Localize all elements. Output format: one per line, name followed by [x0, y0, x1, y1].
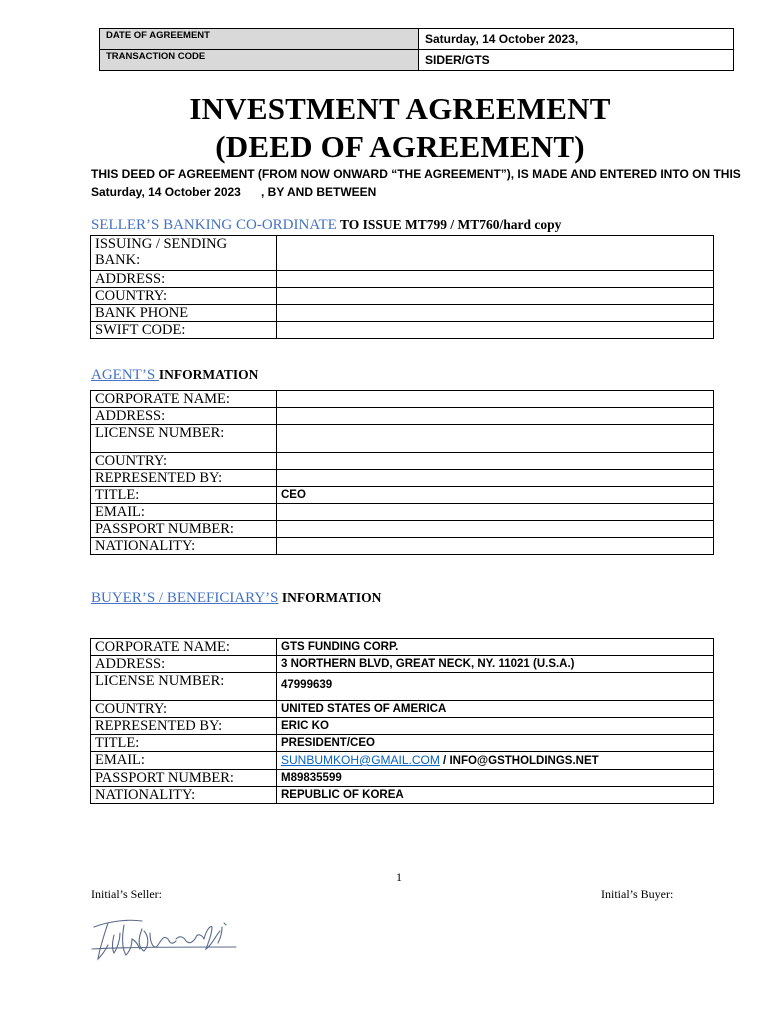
table-row — [91, 391, 714, 408]
field-label: REPRESENTED BY: — [91, 470, 277, 487]
field-value: CEO — [277, 487, 714, 504]
table-row — [91, 470, 714, 487]
field-value — [277, 288, 714, 305]
transaction-code-label: TRANSACTION CODE — [100, 50, 419, 71]
table-row — [91, 271, 714, 288]
seller-heading-suffix: TO ISSUE MT799 / MT760/hard copy — [336, 217, 562, 232]
field-value: GTS FUNDING CORP. — [277, 639, 714, 656]
field-label: TITLE: — [91, 487, 277, 504]
field-value — [277, 752, 714, 770]
seller-signature — [90, 905, 240, 967]
agent-heading-suffix: INFORMATION — [158, 367, 259, 382]
field-label: ADDRESS: — [91, 408, 277, 425]
intro-text-line1: THIS DEED OF AGREEMENT (FROM NOW ONWARD “THE AGREEMENT”), IS MADE AND ENTERED INTO ON THIS — [91, 167, 741, 181]
intro-date: Saturday, 14 October 2023 — [91, 185, 241, 199]
field-label: PASSPORT NUMBER: — [91, 521, 277, 538]
field-label: CORPORATE NAME: — [91, 391, 277, 408]
page-number: 1 — [396, 870, 402, 884]
buyer-information-table — [90, 638, 714, 804]
table-row — [91, 521, 714, 538]
field-label: NATIONALITY: — [91, 538, 277, 555]
document-title-line1: INVESTMENT AGREEMENT — [189, 91, 611, 126]
field-value: PRESIDENT/CEO — [277, 735, 714, 752]
field-value: ERIC KO — [277, 718, 714, 735]
table-row — [91, 656, 714, 673]
field-value: 47999639 — [277, 673, 714, 701]
field-label: COUNTRY: — [91, 288, 277, 305]
agreement-header-table — [99, 28, 734, 71]
date-of-agreement-value: Saturday, 14 October 2023, — [419, 29, 734, 50]
table-row — [91, 701, 714, 718]
table-row — [91, 322, 714, 339]
table-row — [91, 718, 714, 735]
field-label: EMAIL: — [91, 752, 277, 770]
buyer-heading-suffix: INFORMATION — [278, 590, 382, 605]
transaction-code-value: SIDER/GTS — [419, 50, 734, 71]
field-label: TITLE: — [91, 735, 277, 752]
table-row — [91, 425, 714, 453]
email-secondary: / INFO@GSTHOLDINGS.NET — [439, 755, 599, 767]
field-label: CORPORATE NAME: — [91, 639, 277, 656]
field-value — [277, 305, 714, 322]
buyer-section-heading — [91, 589, 381, 607]
field-label: LICENSE NUMBER: — [91, 425, 277, 453]
field-value: M89835599 — [277, 770, 714, 787]
date-row — [100, 29, 734, 50]
field-label: PASSPORT NUMBER: — [91, 770, 277, 787]
field-label: ADDRESS: — [91, 271, 277, 288]
field-value: 3 NORTHERN BLVD, GREAT NECK, NY. 11021 (U.S.A.) — [277, 656, 714, 673]
field-value — [277, 236, 714, 271]
agent-section-heading — [91, 366, 258, 384]
table-row — [91, 639, 714, 656]
table-row — [91, 453, 714, 470]
table-row — [91, 770, 714, 787]
table-row — [91, 787, 714, 804]
field-value — [277, 271, 714, 288]
field-value — [277, 521, 714, 538]
agent-information-table — [90, 390, 714, 555]
field-value: UNITED STATES OF AMERICA — [277, 701, 714, 718]
field-value: REPUBLIC OF KOREA — [277, 787, 714, 804]
table-row — [91, 673, 714, 701]
field-label: LICENSE NUMBER: — [91, 673, 277, 701]
field-label: COUNTRY: — [91, 453, 277, 470]
field-value — [277, 453, 714, 470]
transaction-code-row — [100, 50, 734, 71]
initials-buyer-label: Initial’s Buyer: — [601, 887, 674, 901]
table-row — [91, 735, 714, 752]
field-label: SWIFT CODE: — [91, 322, 277, 339]
field-label: BANK PHONE — [91, 305, 277, 322]
agent-heading-label: AGENT’S — [91, 367, 159, 383]
field-value — [277, 322, 714, 339]
table-row — [91, 288, 714, 305]
field-value — [277, 408, 714, 425]
field-label: REPRESENTED BY: — [91, 718, 277, 735]
seller-heading-label: SELLER’S BANKING CO-ORDINATE — [91, 217, 337, 233]
email-link[interactable]: SUNBUMKOH@GMAIL.COM — [281, 753, 440, 767]
table-row — [91, 752, 714, 770]
intro-tail: , BY AND BETWEEN — [261, 185, 377, 199]
table-row — [91, 236, 714, 271]
field-label: ADDRESS: — [91, 656, 277, 673]
field-value — [277, 538, 714, 555]
table-row — [91, 408, 714, 425]
table-row — [91, 487, 714, 504]
date-of-agreement-label: DATE OF AGREEMENT — [100, 29, 419, 50]
field-label: COUNTRY: — [91, 701, 277, 718]
field-value — [277, 504, 714, 521]
field-value — [277, 425, 714, 453]
seller-banking-table — [90, 235, 714, 339]
table-row — [91, 538, 714, 555]
intro-text-line2 — [91, 184, 376, 200]
document-title-line2: (DEED OF AGREEMENT) — [215, 129, 585, 164]
buyer-heading-label: BUYER’S / BENEFICIARY’S — [91, 590, 279, 606]
field-label: ISSUING / SENDING BANK: — [91, 236, 277, 271]
table-row — [91, 504, 714, 521]
field-label: EMAIL: — [91, 504, 277, 521]
field-label: NATIONALITY: — [91, 787, 277, 804]
field-value — [277, 391, 714, 408]
field-value — [277, 470, 714, 487]
initials-seller-label: Initial’s Seller: — [91, 887, 162, 901]
table-row — [91, 305, 714, 322]
seller-section-heading — [91, 216, 561, 234]
